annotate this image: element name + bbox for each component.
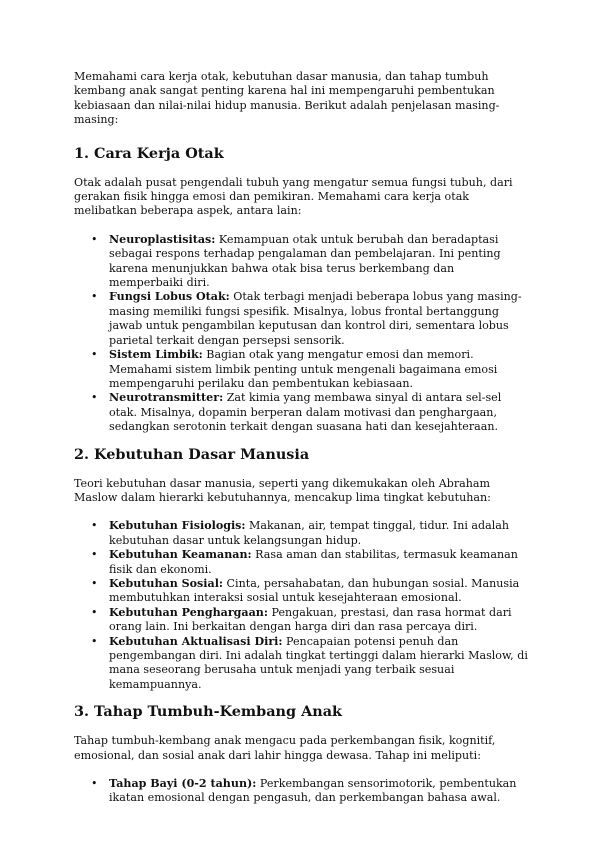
item-text: Perkembangan sensorimotorik, pembentukan ikatan emosional dengan pengasuh, dan perkembangan bahasa awal. bbox=[109, 777, 517, 805]
intro-paragraph: Memahami cara kerja otak, kebutuhan dasar manusia, dan tahap tumbuh kembang anak sangat penting karena hal ini mempengaruhi pembentukan kebiasaan dan nilai-nilai hidup manusia. Berikut adalah penjelasan masing-masing: bbox=[74, 70, 500, 127]
section-paragraph: Tahap tumbuh-kembang anak mengacu pada perkembangan fisik, kognitif, emosional, dan sosial anak dari lahir hingga dewasa. Tahap ini meliputi: bbox=[74, 734, 496, 762]
bullet-icon: • bbox=[91, 232, 98, 246]
item-term: Tahap Bayi (0-2 tahun): bbox=[109, 777, 257, 791]
list-item bbox=[91, 576, 528, 606]
list-item bbox=[91, 391, 528, 434]
item-term: Kebutuhan Fisiologis: bbox=[109, 519, 246, 533]
list-item bbox=[91, 519, 528, 548]
item-term: Neuroplastisitas: bbox=[109, 232, 216, 246]
section-paragraph: Teori kebutuhan dasar manusia, seperti yang dikemukakan oleh Abraham Maslow dalam hierarki kebutuhannya, mencakup lima tingkat kebutuhan: bbox=[74, 476, 491, 504]
bullet-list bbox=[74, 233, 528, 435]
item-text: Pengakuan, prestasi, dan rasa hormat dari orang lain. Ini berkaitan dengan harga diri dan rasa percaya diri. bbox=[109, 605, 512, 634]
item-term: Kebutuhan Penghargaan: bbox=[109, 605, 268, 619]
section-paragraph: Otak adalah pusat pengendali tubuh yang mengatur semua fungsi tubuh, dari gerakan fisik hingga emosi dan pemikiran. Memahami cara kerja otak melibatkan beberapa aspek, antara lain: bbox=[74, 175, 513, 218]
bullet-icon: • bbox=[91, 519, 98, 533]
bullet-list bbox=[74, 777, 528, 806]
list-item bbox=[91, 777, 528, 806]
item-term: Sistem Limbik: bbox=[109, 348, 203, 362]
bullet-icon: • bbox=[91, 777, 98, 791]
item-text: Kemampuan otak untuk berubah dan beradaptasi sebagai respons terhadap pengalaman dan pembelajaran. Ini penting karena menunjukkan bahwa otak bisa terus berkembang dan memperbaiki diri. bbox=[109, 232, 501, 290]
list-item bbox=[91, 348, 528, 391]
section-3 bbox=[74, 703, 528, 806]
section-2 bbox=[74, 446, 528, 693]
item-text: Cinta, persahabatan, dan hubungan sosial. Manusia membutuhkan interaksi sosial untuk kesejahteraan emosional. bbox=[109, 576, 520, 605]
bullet-list bbox=[74, 519, 528, 692]
item-term: Kebutuhan Aktualisasi Diri: bbox=[109, 634, 283, 648]
item-text: Otak terbagi menjadi beberapa lobus yang masing-masing memiliki fungsi spesifik. Misalnya, lobus frontal bertanggung jawab untuk pengambilan keputusan dan kontrol diri, sementara lobus parietal terkait dengan persepsi sensorik. bbox=[109, 290, 522, 347]
list-item bbox=[91, 290, 528, 348]
item-term: Fungsi Lobus Otak: bbox=[109, 290, 230, 304]
item-text: Bagian otak yang mengatur emosi dan memori. Memahami sistem limbik penting untuk mengenali bagaimana emosi mempengaruhi perilaku dan pembentukan kebiasaan. bbox=[109, 348, 498, 390]
bullet-icon: • bbox=[91, 348, 98, 362]
list-item bbox=[91, 605, 528, 635]
bullet-icon: • bbox=[91, 548, 98, 562]
bullet-icon: • bbox=[91, 634, 98, 648]
bullet-icon: • bbox=[91, 576, 98, 590]
item-text: Pencapaian potensi penuh dan pengembangan diri. Ini adalah tingkat tertinggi dalam hierarki Maslow, di mana seseorang berusaha untuk menjadi yang terbaik sesuai kemampuannya. bbox=[109, 634, 528, 691]
section-title: 1. Cara Kerja Otak bbox=[74, 144, 224, 162]
item-term: Kebutuhan Sosial: bbox=[109, 576, 224, 590]
item-text: Rasa aman dan stabilitas, termasuk keamanan fisik dan ekonomi. bbox=[109, 548, 518, 576]
item-text: Makanan, air, tempat tinggal, tidur. Ini adalah kebutuhan dasar untuk kelangsungan hidup. bbox=[109, 519, 510, 547]
list-item bbox=[91, 232, 528, 291]
section-title: 2. Kebutuhan Dasar Manusia bbox=[74, 445, 310, 463]
item-term: Kebutuhan Keamanan: bbox=[109, 548, 252, 562]
list-item bbox=[91, 634, 528, 693]
bullet-icon: • bbox=[91, 391, 98, 405]
item-text: Zat kimia yang membawa sinyal di antara sel-sel otak. Misalnya, dopamin berperan dalam motivasi dan penghargaan, sedangkan serotonin terkait dengan suasana hati dan kesejahteraan. bbox=[109, 391, 502, 434]
list-item bbox=[91, 548, 528, 577]
bullet-icon: • bbox=[91, 605, 98, 619]
section-title: 3. Tahap Tumbuh-Kembang Anak bbox=[74, 703, 343, 721]
bullet-icon: • bbox=[91, 290, 98, 304]
item-term: Neurotransmitter: bbox=[109, 391, 224, 405]
section-1 bbox=[74, 145, 528, 435]
